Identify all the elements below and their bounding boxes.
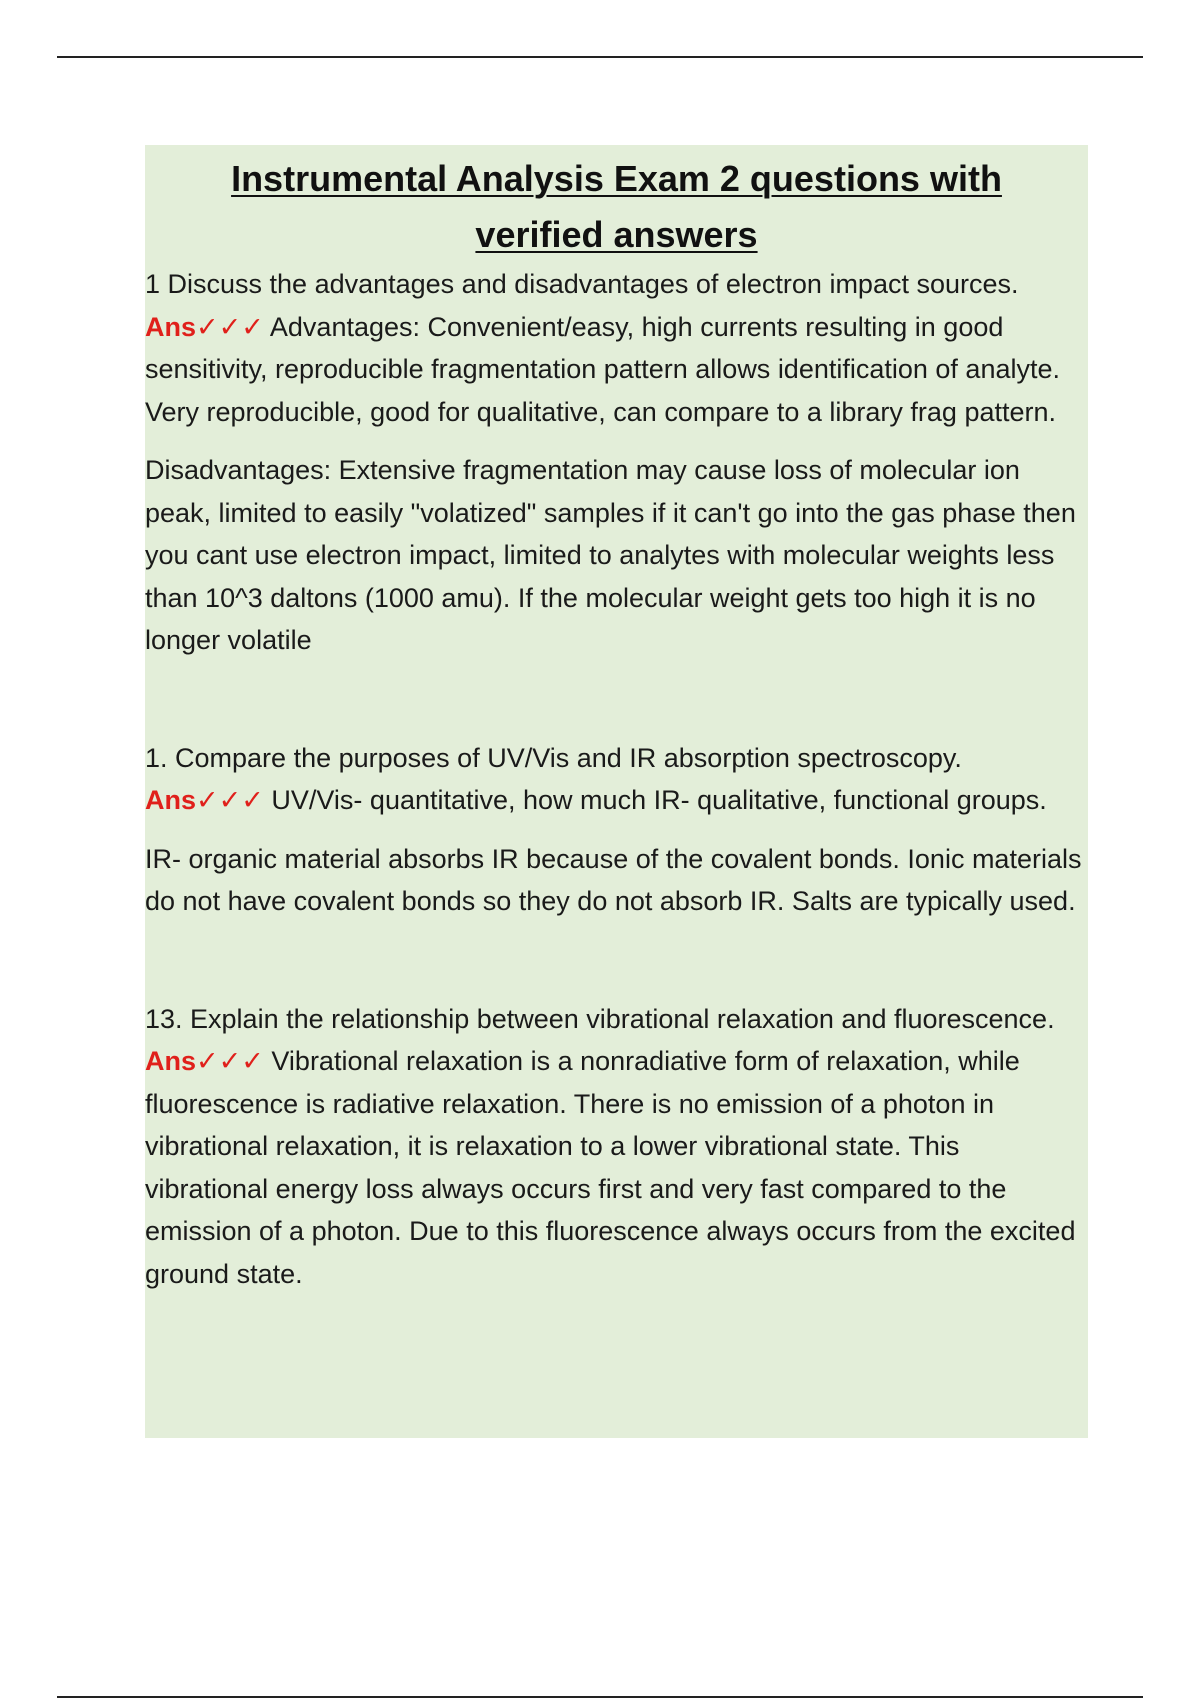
qa-2-question: 1. Compare the purposes of UV/Vis and IR absorption spectroscopy. [145, 742, 962, 773]
qa-1-answer-marker: Ans✓✓✓ [145, 311, 264, 342]
qa-2-answer: UV/Vis- quantitative, how much IR- qualitative, functional groups. [271, 785, 1047, 815]
document-title [145, 145, 1088, 263]
qa-2-question-answer [145, 737, 1088, 822]
qa-1-extra: Disadvantages: Extensive fragmentation may cause loss of molecular ion peak, limited to easily "volatized" samples if it can't go into the gas phase then you cant use electron impact, limited to analytes with molecular weights less than 10^3 daltons (1000 amu). If the molecular weight gets too high it is no longer volatile [145, 455, 1076, 655]
top-rule [57, 56, 1143, 58]
qa-1-question: 1 Discuss the advantages and disadvantages of electron impact sources. [145, 269, 1019, 299]
qa-2-answer-marker: Ans✓✓✓ [145, 785, 264, 815]
qa-1-answer: Advantages: Convenient/easy, high currents resulting in good sensitivity, reproducible fragmentation pattern allows identification of analyte. Very reproducible, good for qualitative, can compare to a library frag pattern. [145, 311, 1060, 427]
qa-3-question: 13. Explain the relationship between vibrational relaxation and fluorescence. [145, 1003, 1055, 1034]
title-line-1: Instrumental Analysis Exam 2 questions with [231, 158, 1002, 199]
bottom-rule [57, 1696, 1143, 1698]
qa-2-extra: IR- organic material absorbs IR because of the covalent bonds. Ionic materials do not have covalent bonds so they do not absorb IR. Salts are typically used. [145, 843, 1082, 916]
qa-1-question-answer [145, 263, 1088, 433]
qa-3-question-answer [145, 998, 1088, 1296]
document-body [145, 145, 1088, 1438]
title-line-2: verified answers [475, 214, 758, 255]
qa-3-answer: Vibrational relaxation is a nonradiative form of relaxation, while fluorescence is radiative relaxation. There is no emission of a photon in vibrational relaxation, it is relaxation to a lower vibrational state. This vibrational energy loss always occurs first and very fast compared to the emission of a photon. Due to this fluorescence always occurs from the excited ground state. [145, 1046, 1076, 1289]
qa-3-answer-marker: Ans✓✓✓ [145, 1046, 264, 1076]
